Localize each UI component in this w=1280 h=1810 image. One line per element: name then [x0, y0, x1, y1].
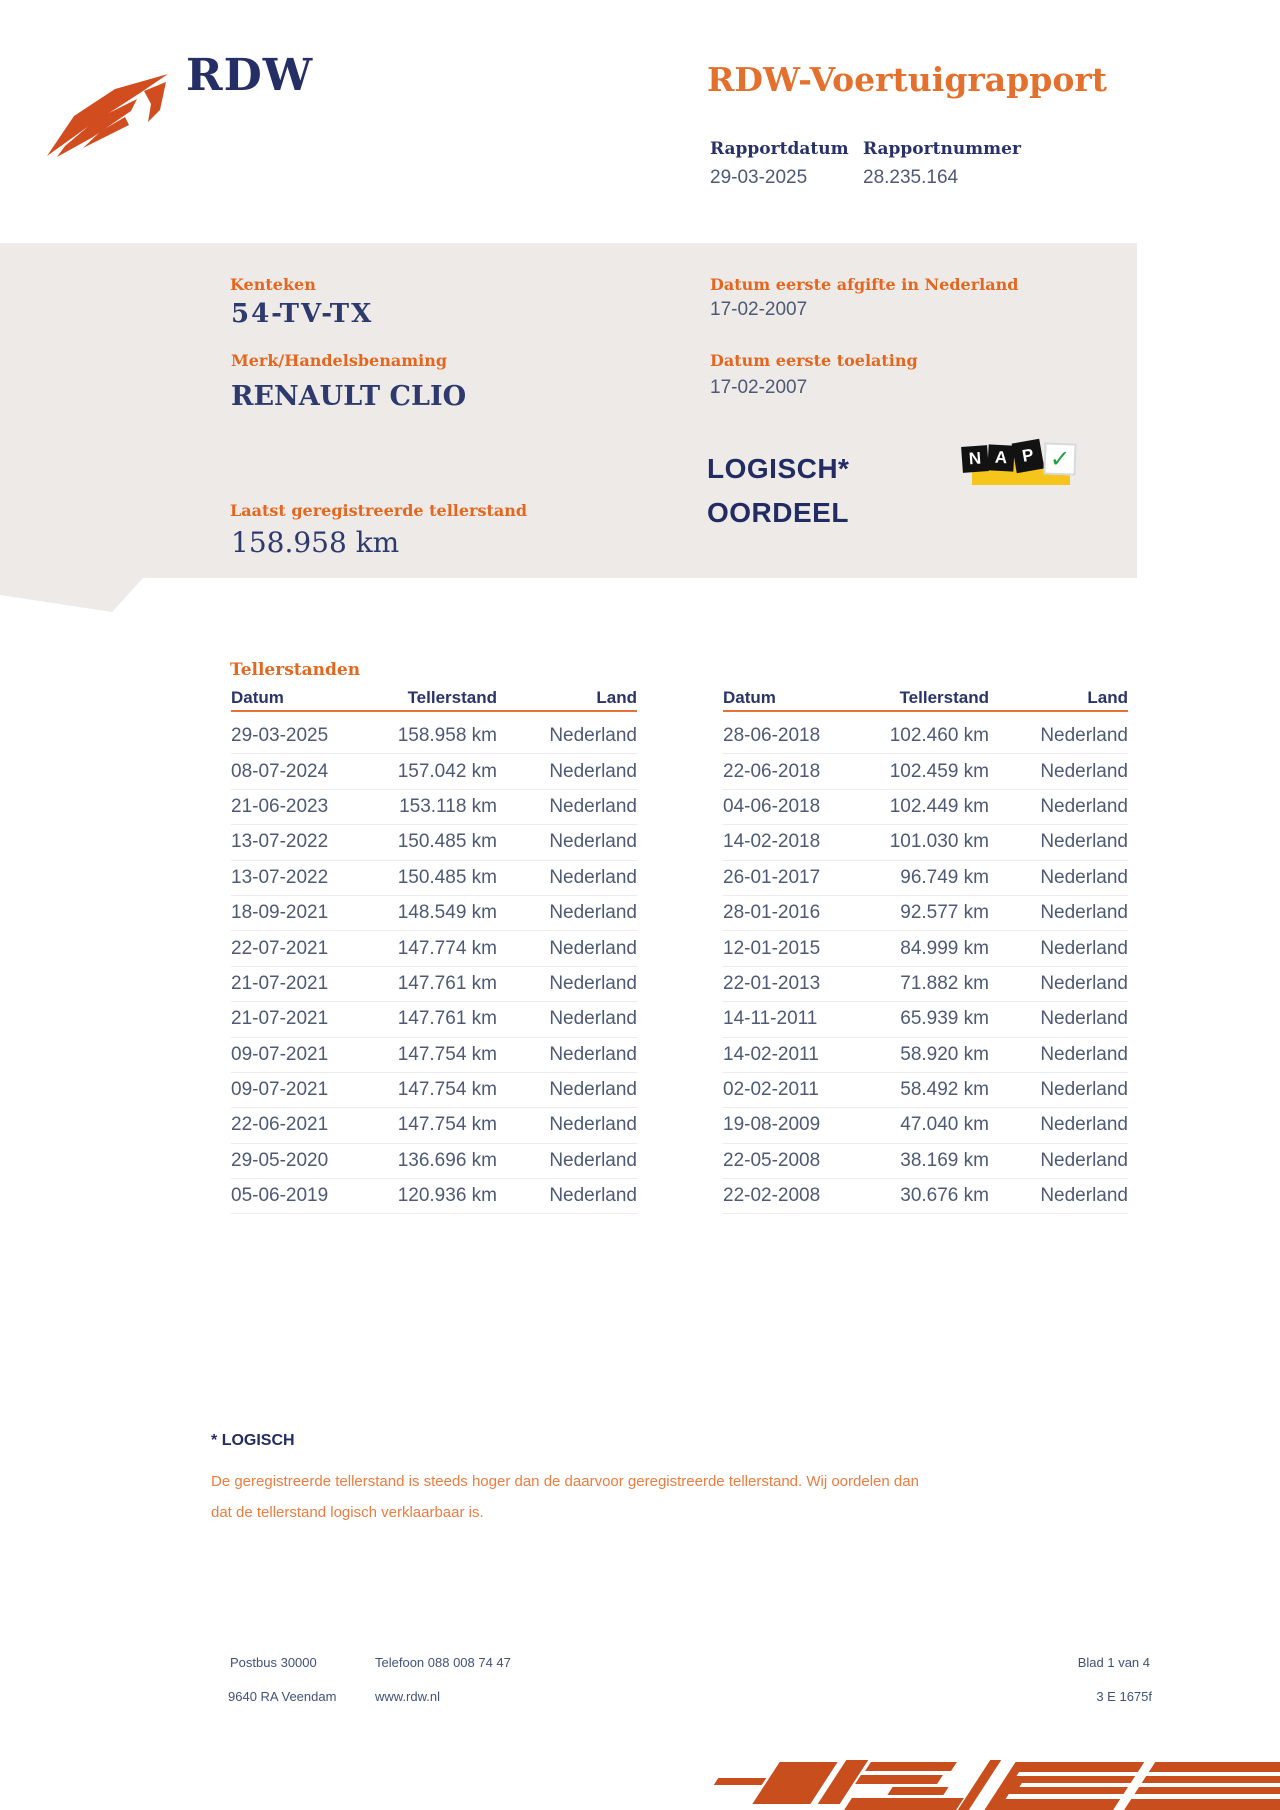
footnote-line2: dat de tellerstand logisch verklaarbaar is. — [211, 1504, 484, 1521]
table-body — [723, 712, 1128, 1214]
tellerstanden-heading: Tellerstanden — [230, 660, 361, 680]
cell-datum: 29-05-2020 — [231, 1149, 329, 1171]
footer-address-line2: 9640 RA Veendam — [228, 1689, 337, 1704]
table-header-row — [231, 688, 637, 712]
nap-check-icon: ✓ — [1043, 442, 1076, 475]
rdw-logo-text: RDW — [186, 50, 314, 101]
cell-land: Nederland — [1040, 937, 1128, 959]
cell-tellerstand: 101.030 km — [889, 831, 989, 853]
table-row — [231, 931, 637, 966]
cell-tellerstand: 58.492 km — [900, 1079, 989, 1101]
footer-address-line1: Postbus 30000 — [230, 1655, 317, 1670]
table-row — [723, 1002, 1128, 1037]
cell-land: Nederland — [1040, 1043, 1128, 1065]
cell-tellerstand: 147.754 km — [397, 1079, 497, 1101]
cell-land: Nederland — [549, 902, 637, 924]
merk-value: RENAULT CLIO — [231, 381, 467, 412]
table-row — [723, 719, 1128, 754]
table-row — [231, 719, 637, 754]
column-header-datum: Datum — [723, 688, 776, 707]
cell-tellerstand: 65.939 km — [900, 1008, 989, 1030]
table-row — [231, 754, 637, 789]
cell-datum: 12-01-2015 — [723, 937, 821, 959]
cell-tellerstand: 102.459 km — [889, 760, 989, 782]
toelating-label: Datum eerste toelating — [710, 351, 918, 370]
cell-tellerstand: 96.749 km — [900, 866, 989, 888]
cell-tellerstand: 158.958 km — [397, 725, 497, 747]
cell-tellerstand: 147.761 km — [397, 972, 497, 994]
afgifte-label: Datum eerste afgifte in Nederland — [710, 275, 1019, 294]
cell-land: Nederland — [1040, 1079, 1128, 1101]
kenteken-label: Kenteken — [230, 275, 316, 294]
cell-datum: 09-07-2021 — [231, 1079, 329, 1101]
cell-land: Nederland — [549, 760, 637, 782]
table-header-row — [723, 688, 1128, 712]
table-row — [231, 1002, 637, 1037]
cell-tellerstand: 102.460 km — [889, 725, 989, 747]
column-header-tellerstand: Tellerstand — [899, 688, 989, 707]
cell-datum: 18-09-2021 — [231, 902, 329, 924]
cell-datum: 22-06-2018 — [723, 760, 821, 782]
cell-tellerstand: 150.485 km — [397, 866, 497, 888]
column-header-land: Land — [1087, 688, 1128, 707]
table-row — [723, 861, 1128, 896]
nap-logo — [958, 440, 1078, 492]
table-row — [723, 1144, 1128, 1179]
cell-land: Nederland — [549, 866, 637, 888]
table-row — [231, 1179, 637, 1214]
cell-tellerstand: 147.754 km — [397, 1043, 497, 1065]
cell-datum: 22-06-2021 — [231, 1114, 329, 1136]
cell-land: Nederland — [549, 831, 637, 853]
nap-letter-p: P — [1012, 439, 1045, 473]
cell-land: Nederland — [549, 1008, 637, 1030]
table-row — [723, 790, 1128, 825]
table-row — [231, 1038, 637, 1073]
cell-datum: 14-11-2011 — [723, 1008, 818, 1030]
cell-tellerstand: 136.696 km — [397, 1149, 497, 1171]
afgifte-value: 17-02-2007 — [710, 299, 808, 320]
oordeel-value: LOGISCH* — [707, 453, 850, 484]
table-row — [723, 1038, 1128, 1073]
table-row — [231, 896, 637, 931]
cell-tellerstand: 147.761 km — [397, 1008, 497, 1030]
cell-land: Nederland — [549, 937, 637, 959]
cell-land: Nederland — [1040, 831, 1128, 853]
cell-land: Nederland — [1040, 866, 1128, 888]
cell-datum: 22-05-2008 — [723, 1149, 821, 1171]
oordeel-verdict — [707, 447, 849, 535]
footer-form-code: 3 E 1675f — [1096, 1689, 1152, 1704]
rdw-logo-icon — [47, 74, 169, 158]
cell-datum: 02-02-2011 — [723, 1079, 819, 1101]
cell-datum: 22-01-2013 — [723, 972, 821, 994]
rapportdatum-label: Rapportdatum — [710, 139, 849, 159]
cell-tellerstand: 120.936 km — [397, 1185, 497, 1207]
cell-land: Nederland — [549, 1185, 637, 1207]
cell-datum: 19-08-2009 — [723, 1114, 821, 1136]
cell-tellerstand: 38.169 km — [900, 1149, 989, 1171]
table-row — [231, 790, 637, 825]
column-header-tellerstand: Tellerstand — [407, 688, 497, 707]
cell-tellerstand: 30.676 km — [900, 1185, 989, 1207]
table-row — [231, 861, 637, 896]
footer-phone: Telefoon 088 008 74 47 — [375, 1655, 511, 1670]
cell-land: Nederland — [549, 1114, 637, 1136]
cell-land: Nederland — [1040, 972, 1128, 994]
table-row — [723, 1073, 1128, 1108]
cell-land: Nederland — [549, 1149, 637, 1171]
vehicle-summary-panel — [0, 243, 1137, 612]
table-row — [231, 1073, 637, 1108]
rapportnummer-value: 28.235.164 — [863, 167, 959, 188]
cell-datum: 09-07-2021 — [231, 1043, 329, 1065]
table-row — [231, 1108, 637, 1143]
cell-tellerstand: 71.882 km — [900, 972, 989, 994]
cell-datum: 21-07-2021 — [231, 972, 329, 994]
table-row — [231, 825, 637, 860]
cell-land: Nederland — [1040, 902, 1128, 924]
nap-letter-n: N — [961, 445, 989, 473]
footer-page-number: Blad 1 van 4 — [1077, 1655, 1150, 1670]
cell-datum: 04-06-2018 — [723, 795, 821, 817]
cell-datum: 26-01-2017 — [723, 866, 821, 888]
table-row — [231, 1144, 637, 1179]
cell-tellerstand: 102.449 km — [889, 795, 989, 817]
merk-label: Merk/Handelsbenaming — [231, 351, 448, 370]
cell-datum: 28-06-2018 — [723, 725, 821, 747]
table-row — [723, 896, 1128, 931]
cell-land: Nederland — [549, 1043, 637, 1065]
cell-land: Nederland — [549, 725, 637, 747]
table-body — [231, 712, 637, 1214]
toelating-value: 17-02-2007 — [710, 377, 808, 398]
cell-land: Nederland — [1040, 1114, 1128, 1136]
cell-datum: 22-07-2021 — [231, 937, 329, 959]
cell-datum: 28-01-2016 — [723, 902, 821, 924]
cell-tellerstand: 58.920 km — [900, 1043, 989, 1065]
table-row — [723, 931, 1128, 966]
table-row — [723, 1179, 1128, 1214]
cell-datum: 13-07-2022 — [231, 866, 329, 888]
tellerstand-label: Laatst geregistreerde tellerstand — [230, 501, 528, 520]
cell-datum: 08-07-2024 — [231, 760, 329, 782]
table-row — [723, 967, 1128, 1002]
cell-tellerstand: 147.774 km — [397, 937, 497, 959]
cell-tellerstand: 150.485 km — [397, 831, 497, 853]
cell-tellerstand: 147.754 km — [397, 1114, 497, 1136]
cell-land: Nederland — [1040, 760, 1128, 782]
tellerstanden-table-right — [723, 688, 1128, 1214]
cell-tellerstand: 47.040 km — [900, 1114, 989, 1136]
kenteken-value: 54-TV-TX — [231, 299, 374, 329]
cell-land: Nederland — [1040, 795, 1128, 817]
footnote-title: LOGISCH — [221, 1432, 295, 1449]
footnote-marker: * — [211, 1432, 218, 1449]
cell-tellerstand: 92.577 km — [900, 902, 989, 924]
nap-letter-a: A — [987, 444, 1014, 471]
footnote-line1: De geregistreerde tellerstand is steeds hoger dan de daarvoor geregistreerde tellerstand. Wij oordelen dan — [211, 1473, 919, 1490]
column-header-land: Land — [596, 688, 637, 707]
cell-datum: 21-07-2021 — [231, 1008, 329, 1030]
rapportnummer-label: Rapportnummer — [863, 139, 1021, 159]
cell-datum: 21-06-2023 — [231, 795, 329, 817]
cell-datum: 29-03-2025 — [231, 725, 329, 747]
cell-datum: 05-06-2019 — [231, 1185, 329, 1207]
cell-datum: 22-02-2008 — [723, 1185, 821, 1207]
table-row — [231, 967, 637, 1002]
cell-tellerstand: 153.118 km — [399, 795, 497, 817]
cell-land: Nederland — [1040, 725, 1128, 747]
cell-tellerstand: 148.549 km — [397, 902, 497, 924]
table-row — [723, 825, 1128, 860]
cell-datum: 13-07-2022 — [231, 831, 329, 853]
table-row — [723, 754, 1128, 789]
cell-tellerstand: 157.042 km — [397, 760, 497, 782]
cell-land: Nederland — [1040, 1008, 1128, 1030]
column-header-datum: Datum — [231, 688, 284, 707]
footnote-heading — [211, 1432, 295, 1450]
cell-land: Nederland — [1040, 1185, 1128, 1207]
decorative-stripes-graphic — [700, 1756, 1280, 1810]
table-row — [723, 1108, 1128, 1143]
cell-land: Nederland — [549, 795, 637, 817]
cell-datum: 14-02-2011 — [723, 1043, 819, 1065]
cell-land: Nederland — [1040, 1149, 1128, 1171]
oordeel-label: OORDEEL — [707, 497, 849, 528]
footer-website: www.rdw.nl — [375, 1689, 441, 1704]
footnote-text — [211, 1466, 919, 1528]
rapportdatum-value: 29-03-2025 — [710, 167, 808, 188]
page-title: RDW-Voertuigrapport — [707, 60, 1107, 99]
tellerstand-value: 158.958 km — [231, 526, 400, 559]
cell-land: Nederland — [549, 972, 637, 994]
cell-tellerstand: 84.999 km — [900, 937, 989, 959]
cell-datum: 14-02-2018 — [723, 831, 821, 853]
tellerstanden-table-left — [231, 688, 637, 1214]
cell-land: Nederland — [549, 1079, 637, 1101]
